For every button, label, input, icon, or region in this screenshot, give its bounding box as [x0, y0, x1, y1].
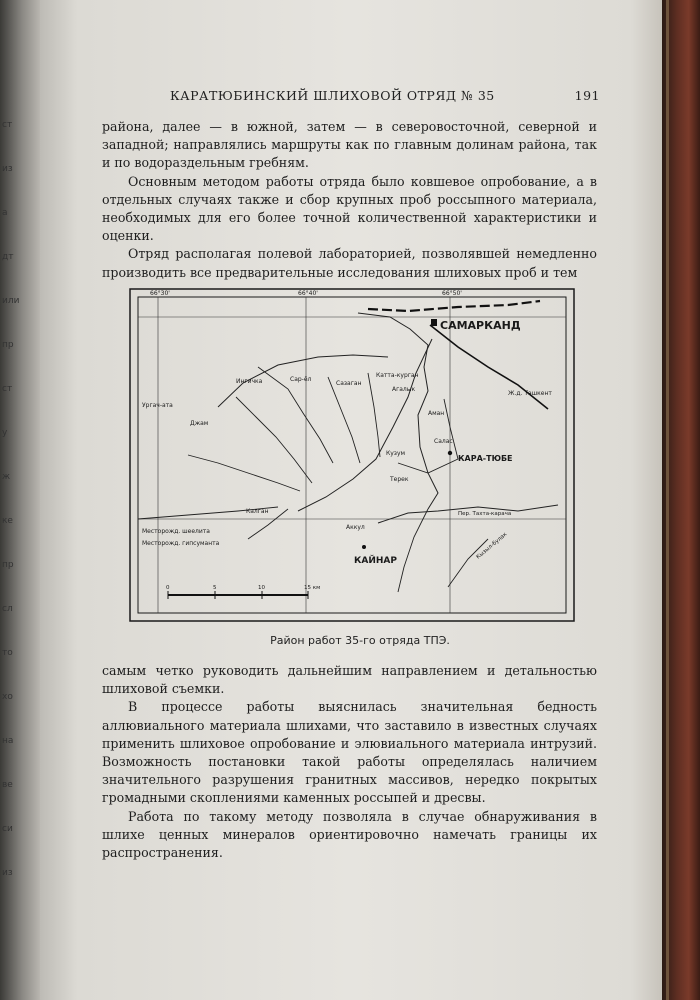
facing-page-fragment: у: [2, 428, 8, 438]
map-label-railway: Ж.д. Ташкент: [508, 390, 552, 397]
body-text-top: [102, 118, 597, 282]
paragraph: Основным методом работы отряда было ковшевое опробование, а в отдельных случаях также и сбор крупных проб россыпного материала, необходимых для его более точной количественной характеристики и оценки.: [102, 173, 597, 244]
map-label: Ургач-ата: [142, 402, 173, 409]
map-label-samarkand: САМАРКАНД: [440, 319, 521, 332]
graticule-label: 66°30': [150, 290, 170, 297]
map-label: Сар-ёл: [290, 376, 312, 383]
map-label: Калган: [246, 508, 269, 515]
map-caption: Район работ 35-го отряда ТПЭ.: [270, 634, 450, 647]
paragraph: самым четко руководить дальнейшим направлением и детальностью шлиховой съемки.: [102, 663, 597, 697]
map: [128, 287, 576, 623]
paragraph: района, далее — в южной, затем — в северовосточной, северной и западной; направлялись маршруты как по главным долинам района, так и по водораздельным гребням.: [102, 119, 597, 171]
map-label: Агалык: [392, 386, 416, 393]
facing-page-fragment: ж: [2, 472, 11, 482]
map-label: Пер. Тахта-карача: [458, 511, 512, 517]
facing-page-fragment: то: [2, 648, 13, 658]
map-label: Терек: [390, 476, 409, 483]
facing-page-fragment: а: [2, 208, 8, 218]
book-cover-edge: [662, 0, 700, 1000]
map-label: Салас: [434, 438, 453, 445]
page-block-edge: [666, 0, 669, 1000]
page-number: 191: [574, 88, 600, 103]
map-label: Аман: [428, 410, 445, 417]
facing-page-fragment: ке: [2, 516, 13, 526]
facing-page-fragment: си: [2, 824, 13, 834]
map-label: Ингичка: [236, 378, 263, 385]
facing-page-fragment: ст: [2, 384, 13, 394]
map-label-kara-tyube: КАРА-ТЮБЕ: [458, 454, 513, 463]
map-label-kaynar: КАЙНАР: [354, 556, 397, 566]
book-page: [40, 0, 662, 1000]
facing-page-fragment: пр: [2, 340, 14, 350]
map-label: Аккул: [346, 524, 365, 531]
body-text-bottom: [102, 662, 597, 862]
paragraph: Работа по такому методу позволяла в случае обнаруживания в шлихе ценных минералов ориентировочно намечать границы их распространения.: [102, 808, 597, 861]
paragraph: В процессе работы выяснилась значительная бедность аллювиального материала шлихами, что заставило в известных случаях применить шлиховое опробование и элювиального материала интрузий. Возможность постановки такой работы определялась наличием значительного разрушения гранитных массивов, нередко покрытых громадными скоплениями каменных россыпей и дресвы.: [102, 699, 597, 806]
facing-page-edge: [0, 0, 40, 1000]
facing-page-fragment: ст: [2, 120, 13, 130]
scale-label: 5: [213, 585, 217, 591]
graticule-label: 66°50': [442, 290, 462, 297]
map-label: Катта-курган: [376, 372, 419, 379]
facing-page-fragment: из: [2, 164, 13, 174]
facing-page-fragment: хо: [2, 692, 13, 702]
map-label: Кызыл-булак: [475, 531, 509, 561]
facing-page-fragment: или: [2, 296, 20, 306]
facing-page-fragment: сл: [2, 604, 13, 614]
facing-page-fragment: на: [2, 736, 14, 746]
map-figure: [128, 287, 576, 623]
running-title: КАРАТЮБИНСКИЙ ШЛИХОВОЙ ОТРЯД № 35: [170, 88, 495, 103]
paragraph: Отряд располагая полевой лабораторией, позволявшей немедленно производить все предварительные исследования шлиховых проб и тем: [102, 246, 597, 280]
facing-page-fragment: из: [2, 868, 13, 878]
scale-label: 10: [258, 585, 265, 591]
map-label: Джам: [190, 420, 209, 427]
map-label: Месторожд. шеелита: [142, 528, 210, 535]
facing-page-fragment: пр: [2, 560, 14, 570]
graticule-label: 66°40': [298, 290, 318, 297]
scale-label: 0: [166, 585, 170, 591]
facing-page-fragment: ве: [2, 780, 13, 790]
running-header: [170, 88, 600, 106]
map-label: Месторожд. гипсуманта: [142, 540, 220, 547]
map-label: Сазаган: [336, 380, 362, 387]
facing-page-fragment: дт: [2, 252, 14, 262]
scale-label: 15 км: [304, 585, 321, 591]
map-label: Кузум: [386, 450, 406, 457]
